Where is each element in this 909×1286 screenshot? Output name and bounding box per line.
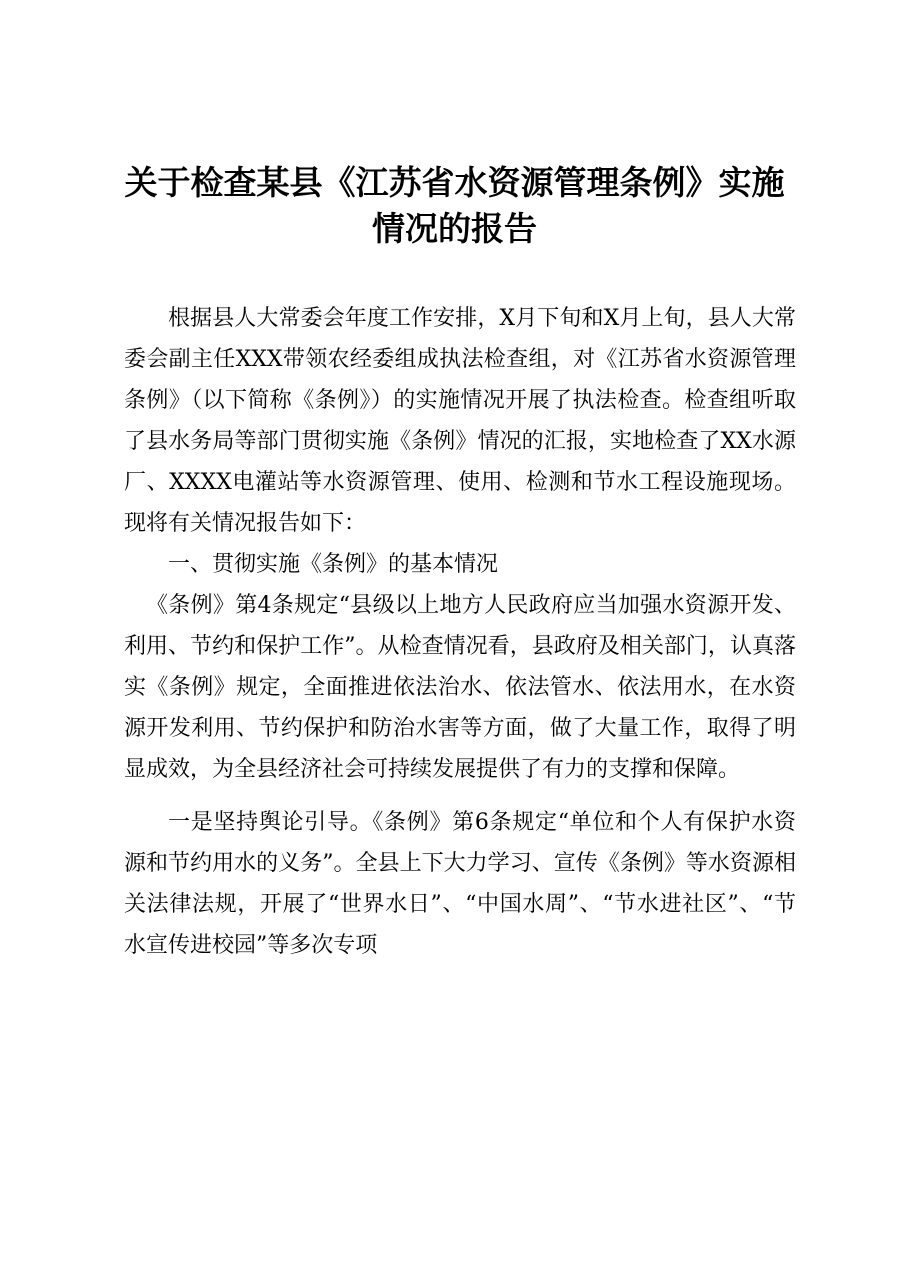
document-title xyxy=(100,160,809,252)
paragraph-public-opinion: 一是坚持舆论引导。《条例》第6条规定“单位和个人有保护水资源和节约用水的义务”。全县上下大力学习、宣传《条例》等水资源相关法律法规，开展了“世界水日”、“中国水周”、“节水进社区”、“节水宣传进校园”等多次专项 xyxy=(124,810,796,958)
title-line-2: 情况的报告 xyxy=(372,209,537,248)
title-line-1: 关于检查某县《江苏省水资源管理条例》实施 xyxy=(124,163,785,202)
paragraph-basic-situation: 《条例》第4条规定“县级以上地方人民政府应当加强水资源开发、利用、节约和保护工作”。从检查情况看，县政府及相关部门，认真落实《条例》规定，全面推进依法治水、依法管水、依法用水，在水资源开发利用、节约保护和防治水害等方面，做了大量工作，取得了明显成效，为全县经济社会可持续发展提供了有力的支撑和保障。 xyxy=(124,593,796,782)
document-body xyxy=(124,298,796,966)
section-heading-1: 一、贯彻实施《条例》的基本情况 xyxy=(168,552,499,577)
paragraph-intro: 根据县人大常委会年度工作安排，X月下旬和X月上旬，县人大常委会副主任XXX带领农经委组成执法检查组，对《江苏省水资源管理条例》（以下简称《条例》）的实施情况开展了执法检查。检查组听取了县水务局等部门贯彻实施《条例》情况的汇报，实地检查了XX水源厂、XXXX电灌站等水资源管理、使用、检测和节水工程设施现场。现将有关情况报告如下： xyxy=(124,306,796,536)
